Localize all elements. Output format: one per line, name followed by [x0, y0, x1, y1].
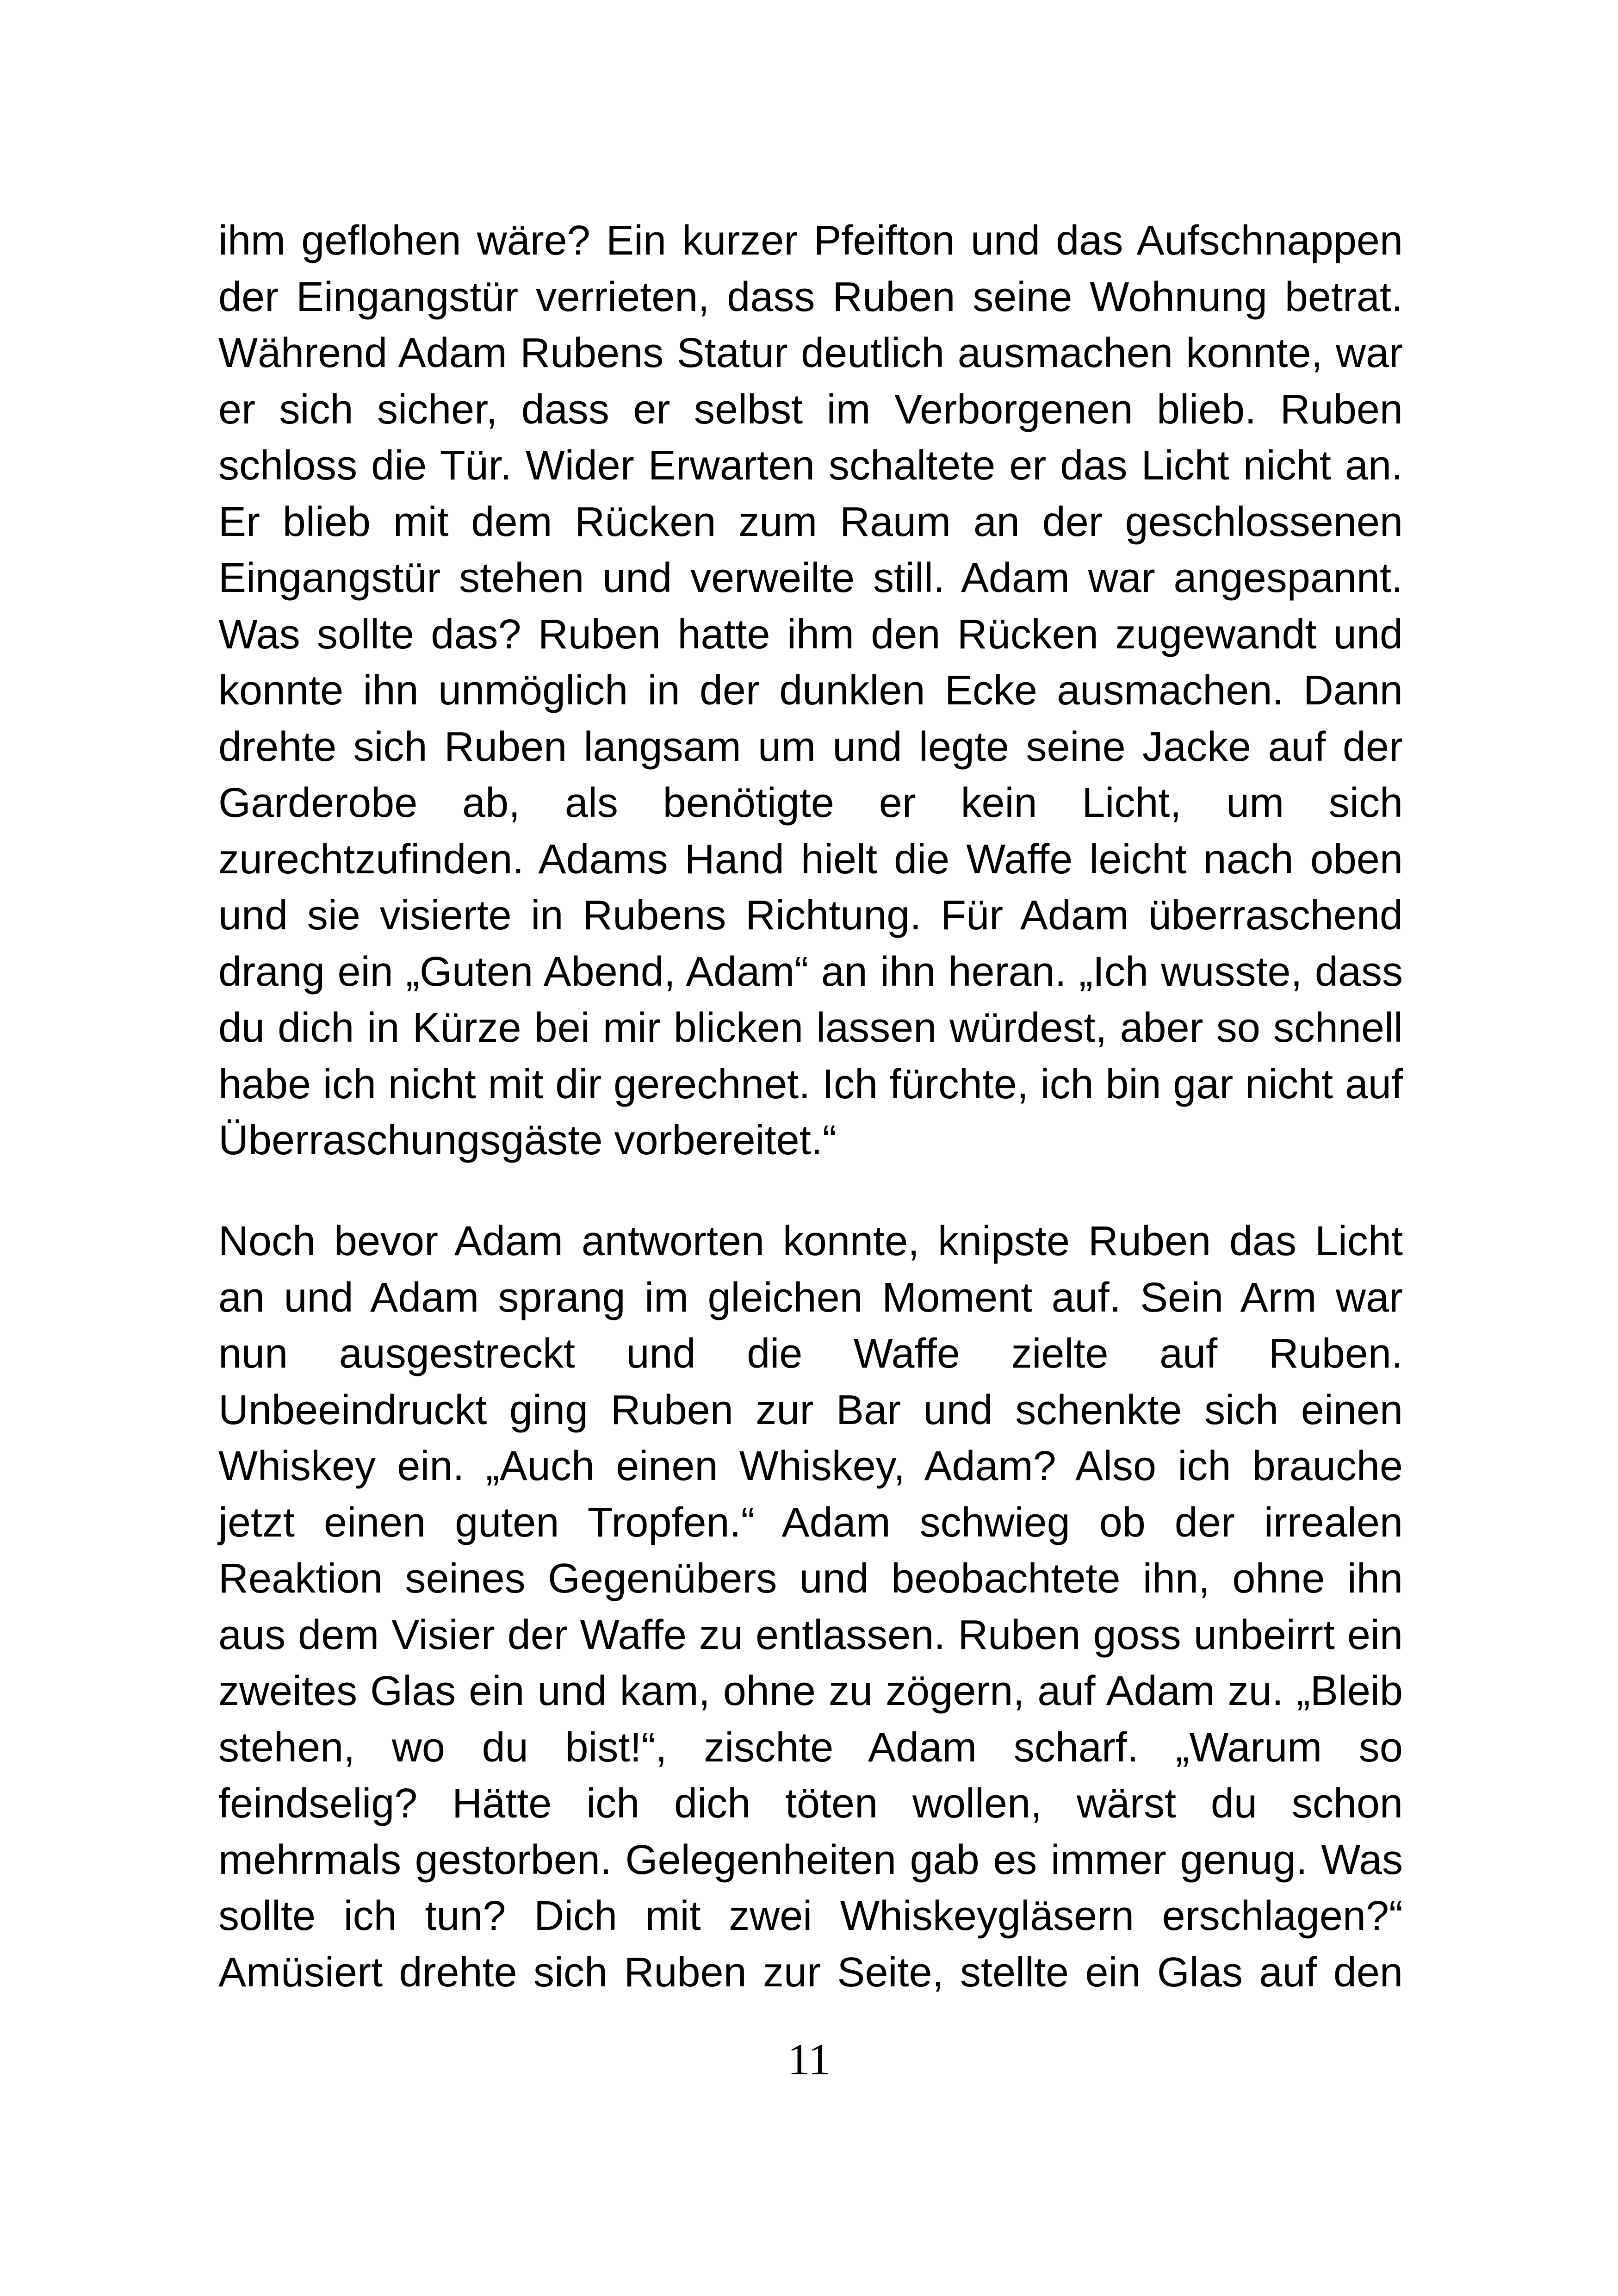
text-line: stehen, wo du bist!“, zischte Adam scharf. „Warum so: [218, 1724, 1403, 1771]
text-line: Noch bevor Adam antworten konnte, knipste Ruben das Licht: [218, 1218, 1403, 1264]
text-line: Er blieb mit dem Rücken zum Raum an der geschlossenen: [218, 498, 1403, 545]
paragraph-2: [218, 1213, 1403, 2001]
text-line: Unbeeindruckt ging Ruben zur Bar und schenkte sich einen: [218, 1387, 1403, 1433]
text-line: drang ein „Guten Abend, Adam“ an ihn heran. „Ich wusste, dass: [218, 948, 1403, 995]
text-line: mehrmals gestorben. Gelegenheiten gab es immer genug. Was: [218, 1836, 1403, 1883]
text-line: Whiskey ein. „Auch einen Whiskey, Adam? Also ich brauche: [218, 1443, 1403, 1489]
text-line: Überraschungsgäste vorbereitet.“: [218, 1117, 837, 1164]
text-line: er sich sicher, dass er selbst im Verborgenen blieb. Ruben: [218, 386, 1403, 433]
text-line: und sie visierte in Rubens Richtung. Für Adam überraschend: [218, 892, 1403, 939]
text-line: sollte ich tun? Dich mit zwei Whiskeygläsern erschlagen?“: [218, 1893, 1403, 1939]
paragraph-1: [218, 213, 1403, 1169]
text-line: Amüsiert drehte sich Ruben zur Seite, stellte ein Glas auf den: [218, 1949, 1403, 1996]
text-line: an und Adam sprang im gleichen Moment auf. Sein Arm war: [218, 1274, 1403, 1321]
text-line: schloss die Tür. Wider Erwarten schaltete er das Licht nicht an.: [218, 442, 1403, 489]
page-number: 11: [787, 2035, 831, 2084]
text-line: du dich in Kürze bei mir blicken lassen würdest, aber so schnell: [218, 1005, 1403, 1051]
text-line: feindselig? Hätte ich dich töten wollen, wärst du schon: [218, 1780, 1403, 1827]
text-line: nun ausgestreckt und die Waffe zielte auf Ruben.: [218, 1331, 1403, 1377]
text-line: Während Adam Rubens Statur deutlich ausmachen konnte, war: [218, 330, 1403, 376]
text-line: Eingangstür stehen und verweilte still. Adam war angespannt.: [218, 555, 1403, 601]
text-line: der Eingangstür verrieten, dass Ruben seine Wohnung betrat.: [218, 274, 1403, 320]
text-line: jetzt einen guten Tropfen.“ Adam schwieg ob der irrealen: [218, 1499, 1403, 1546]
text-line: Was sollte das? Ruben hatte ihm den Rücken zugewandt und: [218, 611, 1403, 658]
text-line: zurechtzufinden. Adams Hand hielt die Waffe leicht nach oben: [218, 836, 1403, 883]
text-line: aus dem Visier der Waffe zu entlassen. Ruben goss unbeirrt ein: [218, 1612, 1403, 1658]
text-line: zweites Glas ein und kam, ohne zu zögern, auf Adam zu. „Bleib: [218, 1668, 1403, 1714]
text-line: ihm geflohen wäre? Ein kurzer Pfeifton und das Aufschnappen: [218, 218, 1403, 264]
text-line: Reaktion seines Gegenübers und beobachtete ihn, ohne ihn: [218, 1556, 1403, 1602]
text-line: konnte ihn unmöglich in der dunklen Ecke ausmachen. Dann: [218, 667, 1403, 714]
text-line: drehte sich Ruben langsam um und legte seine Jacke auf der: [218, 723, 1403, 770]
text-line: habe ich nicht mit dir gerechnet. Ich fürchte, ich bin gar nicht auf: [218, 1061, 1403, 1108]
text-line: Garderobe ab, als benötigte er kein Licht, um sich: [218, 780, 1403, 826]
